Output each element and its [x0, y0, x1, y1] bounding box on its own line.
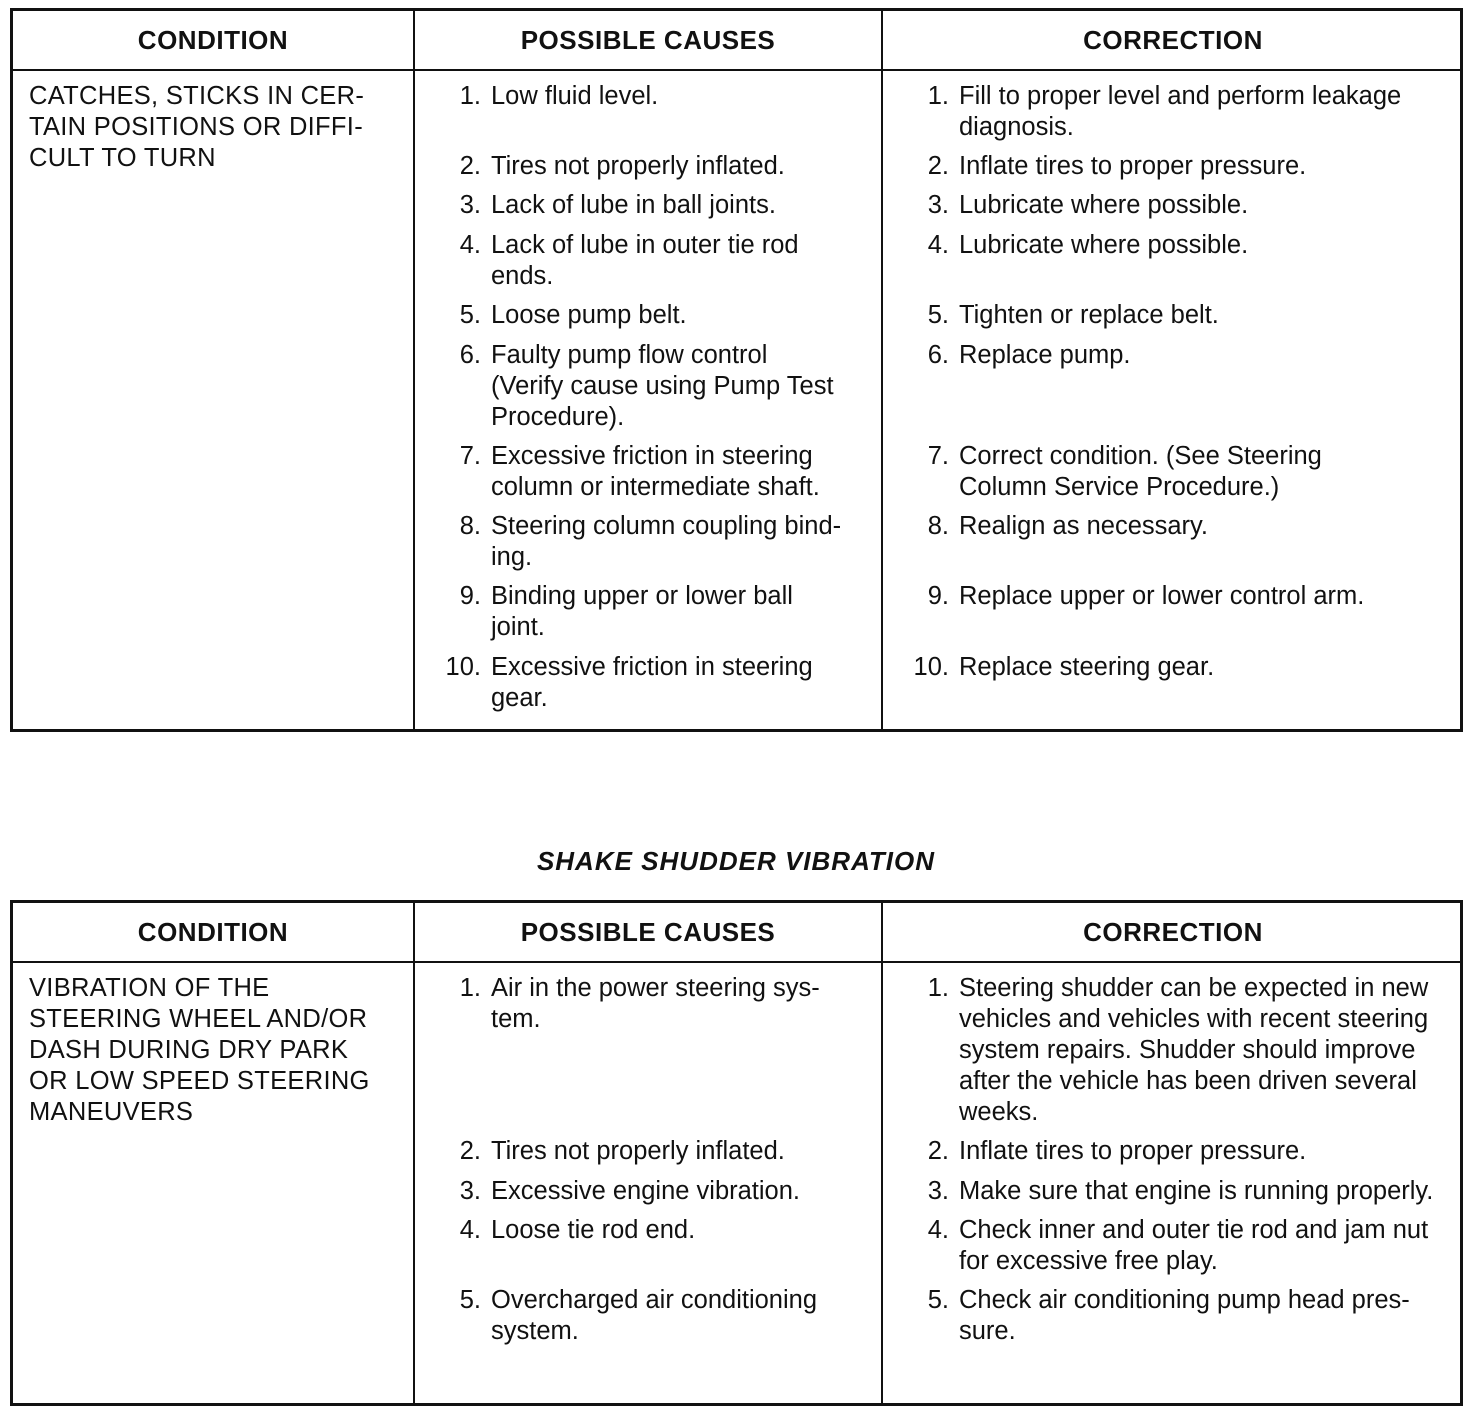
item-line: Overcharged air conditioning [491, 1286, 818, 1314]
header-condition: CONDITION [137, 917, 289, 947]
item-line: Tires not properly inflated. [491, 152, 785, 180]
item-line: Loose pump belt. [491, 301, 687, 329]
item-line: gear. [491, 684, 548, 712]
item-line: Procedure). [491, 403, 625, 431]
header-possible-causes: POSSIBLE CAUSES [520, 25, 776, 55]
item-text [491, 441, 820, 503]
item-line: Replace steering gear. [959, 653, 1215, 681]
item-line: Excessive friction in steering [491, 442, 813, 470]
item-number: 5. [927, 1286, 949, 1314]
item-text [959, 190, 1248, 221]
item-text [959, 581, 1364, 612]
item-line: Steering column coupling bind- [491, 512, 842, 540]
item-line: Air in the power steering sys- [491, 974, 820, 1002]
condition-text [29, 973, 409, 1128]
item-number: 8. [459, 512, 481, 540]
item-number: 3. [459, 1177, 481, 1205]
item-line: Inflate tires to proper pressure. [959, 152, 1307, 180]
column-divider [413, 11, 415, 729]
item-line: ends. [491, 262, 554, 290]
item-number: 5. [459, 1286, 481, 1314]
item-number: 2. [927, 152, 949, 180]
item-text [959, 1285, 1410, 1347]
item-text [959, 652, 1214, 683]
item-line: system repairs. Shudder should improve [959, 1036, 1416, 1064]
item-line: Fill to proper level and perform leakage [959, 82, 1402, 110]
section-title: SHAKE SHUDDER VIBRATION [536, 846, 936, 876]
table-header [13, 11, 1460, 71]
item-text [491, 973, 820, 1035]
item-line: tem. [491, 1005, 541, 1033]
item-text [491, 581, 793, 643]
item-number: 3. [459, 191, 481, 219]
item-line: Lubricate where possible. [959, 191, 1249, 219]
item-line: diagnosis. [959, 113, 1074, 141]
item-line: Low fluid level. [491, 82, 659, 110]
item-text [959, 441, 1322, 503]
item-text [959, 340, 1131, 371]
header-possible-causes: POSSIBLE CAUSES [520, 917, 776, 947]
item-text [491, 151, 785, 182]
item-line: sure. [959, 1317, 1016, 1345]
item-line: Tighten or replace belt. [959, 301, 1219, 329]
item-text [491, 190, 776, 221]
item-line: Excessive friction in steering [491, 653, 813, 681]
item-number: 7. [459, 442, 481, 470]
condition-line: CULT TO TURN [29, 144, 216, 172]
condition-line: DASH DURING DRY PARK [29, 1036, 349, 1064]
item-text [491, 340, 834, 433]
item-line: (Verify cause using Pump Test [491, 372, 834, 400]
item-number: 4. [459, 231, 481, 259]
item-number: 3. [927, 1177, 949, 1205]
item-text [491, 300, 687, 331]
item-number: 1. [459, 974, 481, 1002]
item-text [491, 230, 799, 292]
item-number: 1. [927, 82, 949, 110]
item-text [491, 81, 658, 112]
item-number: 6. [459, 341, 481, 369]
item-text [959, 151, 1306, 182]
item-text [491, 652, 813, 714]
condition-line: OR LOW SPEED STEERING [29, 1067, 370, 1095]
item-line: Column Service Procedure.) [959, 473, 1280, 501]
header-correction: CORRECTION [1083, 917, 1263, 947]
header-condition: CONDITION [137, 25, 289, 55]
item-line: Check inner and outer tie rod and jam nut [959, 1216, 1429, 1244]
item-line: Check air conditioning pump head pres- [959, 1286, 1410, 1314]
item-number: 9. [459, 582, 481, 610]
condition-line: CATCHES, STICKS IN CER- [29, 82, 365, 110]
item-text [491, 511, 841, 573]
item-number: 3. [927, 191, 949, 219]
item-line: Replace pump. [959, 341, 1131, 369]
column-divider [881, 903, 883, 1403]
item-number: 10. [913, 653, 949, 681]
item-text [959, 300, 1219, 331]
item-text [491, 1176, 800, 1207]
item-text [959, 973, 1428, 1128]
item-number: 9. [927, 582, 949, 610]
item-number: 1. [927, 974, 949, 1002]
column-divider [413, 903, 415, 1403]
item-number: 2. [459, 1137, 481, 1165]
item-line: Realign as necessary. [959, 512, 1208, 540]
item-number: 5. [927, 301, 949, 329]
header-correction: CORRECTION [1083, 25, 1263, 55]
condition-text [29, 81, 409, 174]
item-text [491, 1215, 695, 1246]
item-text [959, 511, 1208, 542]
item-text [959, 81, 1401, 143]
item-number: 6. [927, 341, 949, 369]
item-number: 2. [459, 152, 481, 180]
item-line: column or intermediate shaft. [491, 473, 820, 501]
item-line: Faulty pump flow control [491, 341, 768, 369]
item-line: system. [491, 1317, 579, 1345]
item-line: Binding upper or lower ball [491, 582, 793, 610]
item-text [959, 1215, 1428, 1277]
diagnosis-table-1 [10, 8, 1463, 732]
item-text [959, 1136, 1306, 1167]
condition-line: STEERING WHEEL AND/OR [29, 1005, 368, 1033]
item-number: 10. [445, 653, 481, 681]
item-line: after the vehicle has been driven several [959, 1067, 1417, 1095]
item-number: 4. [927, 1216, 949, 1244]
item-number: 2. [927, 1137, 949, 1165]
item-text [491, 1285, 817, 1347]
item-line: Lack of lube in outer tie rod [491, 231, 799, 259]
item-number: 7. [927, 442, 949, 470]
item-number: 5. [459, 301, 481, 329]
item-line: Inflate tires to proper pressure. [959, 1137, 1307, 1165]
item-number: 4. [927, 231, 949, 259]
table-header [13, 903, 1460, 963]
diagnosis-table-2 [10, 900, 1463, 1406]
condition-line: VIBRATION OF THE [29, 974, 270, 1002]
item-line: Make sure that engine is running properly. [959, 1177, 1434, 1205]
item-line: Steering shudder can be expected in new [959, 974, 1429, 1002]
item-line: Lubricate where possible. [959, 231, 1249, 259]
item-line: vehicles and vehicles with recent steering [959, 1005, 1429, 1033]
item-text [959, 230, 1248, 261]
item-number: 1. [459, 82, 481, 110]
condition-line: TAIN POSITIONS OR DIFFI- [29, 113, 363, 141]
item-line: ing. [491, 543, 533, 571]
condition-line: MANEUVERS [29, 1098, 194, 1126]
item-line: Correct condition. (See Steering [959, 442, 1322, 470]
item-line: Replace upper or lower control arm. [959, 582, 1365, 610]
column-divider [881, 11, 883, 729]
item-line: for excessive free play. [959, 1247, 1218, 1275]
item-number: 4. [459, 1216, 481, 1244]
item-line: Lack of lube in ball joints. [491, 191, 776, 219]
item-line: weeks. [959, 1098, 1039, 1126]
item-line: Excessive engine vibration. [491, 1177, 801, 1205]
item-line: joint. [491, 613, 545, 641]
item-line: Loose tie rod end. [491, 1216, 696, 1244]
item-line: Tires not properly inflated. [491, 1137, 785, 1165]
item-text [959, 1176, 1433, 1207]
item-number: 8. [927, 512, 949, 540]
item-text [491, 1136, 785, 1167]
